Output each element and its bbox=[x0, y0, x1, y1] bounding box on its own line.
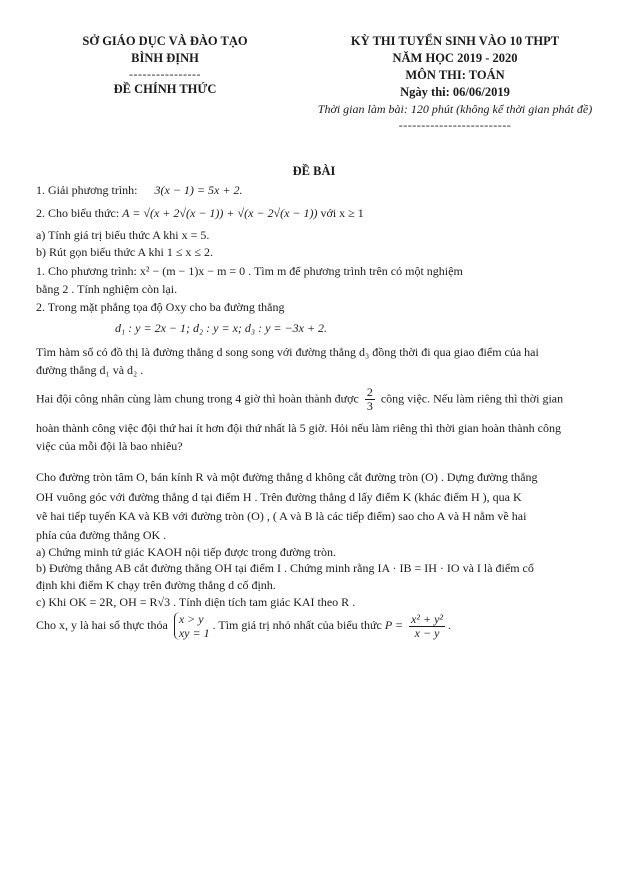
q1-2b: b) Rút gọn biểu thức A khi 1 ≤ x ≤ 2. bbox=[36, 245, 214, 259]
q3-line1 bbox=[36, 386, 606, 413]
q4-line4: phía của đường thẳng OK . bbox=[36, 528, 167, 542]
q5-frac-den: x − y bbox=[414, 625, 440, 640]
problem-title: ĐỀ BÀI bbox=[292, 164, 336, 178]
q4-b: b) Đường thẳng AB cắt đường thẳng OH tại điểm I . Chứng minh rằng IA · IB = IH · IO và I là điểm cố bbox=[36, 561, 534, 575]
exam-date: Ngày thi: 06/06/2019 bbox=[400, 85, 510, 99]
q5-cond1: x > y bbox=[178, 612, 204, 626]
q5-text-b: . Tìm giá trị nhỏ nhất của biểu thức bbox=[212, 617, 382, 632]
q1-1 bbox=[36, 183, 606, 198]
q1-1-equation: 3(x − 1) = 5x + 2. bbox=[154, 183, 243, 197]
q2-2d: đường thẳng d₁ và d₂ . bbox=[36, 363, 144, 377]
exam-name: KỲ THI TUYỂN SINH VÀO 10 THPT bbox=[350, 34, 560, 48]
q5-cond2: xy = 1 bbox=[178, 626, 210, 640]
subject: MÔN THI: TOÁN bbox=[405, 68, 505, 82]
time-allowed: Thời gian làm bài: 120 phút (không kể thời gian phát đề) bbox=[317, 102, 593, 116]
left-divider: ---------------- bbox=[129, 67, 201, 81]
q5 bbox=[36, 612, 606, 640]
right-divider: ------------------------- bbox=[398, 118, 512, 132]
q2-1b: bằng 2 . Tính nghiệm còn lại. bbox=[36, 282, 178, 296]
q1-2-text: 2. Cho biểu thức: bbox=[36, 206, 120, 220]
q2-2-lines: d₁ : y = 2x − 1; d₂ : y = x; d₃ : y = −3x + 2. bbox=[115, 321, 328, 335]
q5-p-label: P = bbox=[384, 617, 404, 632]
q5-text-a: Cho x, y là hai số thực thỏa bbox=[36, 617, 168, 632]
q3-text-b: công việc. Nếu làm riêng thì thời gian bbox=[380, 391, 564, 406]
q4-c: c) Khi OK = 2R, OH = R√3 . Tính diện tích tam giác KAI theo R . bbox=[36, 595, 356, 609]
q3-frac-num: 2 bbox=[366, 385, 373, 399]
q2-2: 2. Trong mặt phẳng tọa độ Oxy cho ba đường thẳng bbox=[36, 300, 285, 314]
q4-line1: Cho đường tròn tâm O, bán kính R và một đường thẳng d không cắt đường tròn (O) . Dựng đường thẳng bbox=[36, 470, 538, 484]
q5-fraction bbox=[409, 613, 445, 640]
q2-2c: Tìm hàm số có đồ thị là đường thẳng d song song với đường thẳng d₃ đồng thời đi qua giao điểm của hai bbox=[36, 345, 539, 359]
q5-end: . bbox=[448, 617, 451, 632]
q4-line3: vẽ hai tiếp tuyến KA và KB với đường tròn (O) , ( A và B là các tiếp điểm) sao cho A và H nằm về hai bbox=[36, 509, 527, 523]
q4-b2: định khi điểm K chạy trên đường thẳng d cố định. bbox=[36, 578, 276, 592]
department-name: SỞ GIÁO DỤC VÀ ĐÀO TẠO bbox=[82, 34, 248, 48]
q3-line3: việc của mỗi đội là bao nhiêu? bbox=[36, 439, 183, 453]
q3-frac-den: 3 bbox=[366, 399, 373, 413]
q1-2-expression: A = √(x + 2√(x − 1)) + √(x − 2√(x − 1)) bbox=[122, 206, 318, 220]
q5-frac-num: x² + y² bbox=[411, 611, 443, 626]
q3-line2: hoàn thành công việc đội thứ hai ít hơn đội thứ nhất là 5 giờ. Hỏi nếu làm riêng thì thời gian hoàn thành công bbox=[36, 421, 561, 435]
province-name: BÌNH ĐỊNH bbox=[131, 51, 199, 65]
q4-a: a) Chứng minh tứ giác KAOH nội tiếp được trong đường tròn. bbox=[36, 545, 336, 559]
school-year: NĂM HỌC 2019 - 2020 bbox=[392, 51, 518, 65]
q1-2-condition: với x ≥ 1 bbox=[320, 206, 364, 220]
header-right bbox=[305, 33, 605, 132]
q1-2a: a) Tính giá trị biểu thức A khi x = 5. bbox=[36, 228, 210, 242]
q1-1-text: 1. Giải phương trình: bbox=[36, 183, 138, 197]
q3-fraction bbox=[365, 386, 375, 413]
q1-2 bbox=[36, 206, 606, 221]
q5-system bbox=[174, 612, 210, 640]
q4-line2: OH vuông góc với đường thẳng d tại điểm H . Trên đường thẳng d lấy điểm K (khác điểm H ), qua K bbox=[36, 490, 522, 504]
q2-1: 1. Cho phương trình: x² − (m − 1)x − m = 0 . Tìm m để phương trình trên có một nghiệm bbox=[36, 264, 463, 278]
official-label: ĐỀ CHÍNH THỨC bbox=[113, 82, 217, 96]
q3-text-a: Hai đội công nhân cùng làm chung trong 4 giờ thì hoàn thành được bbox=[36, 391, 359, 406]
header-left bbox=[60, 33, 270, 98]
